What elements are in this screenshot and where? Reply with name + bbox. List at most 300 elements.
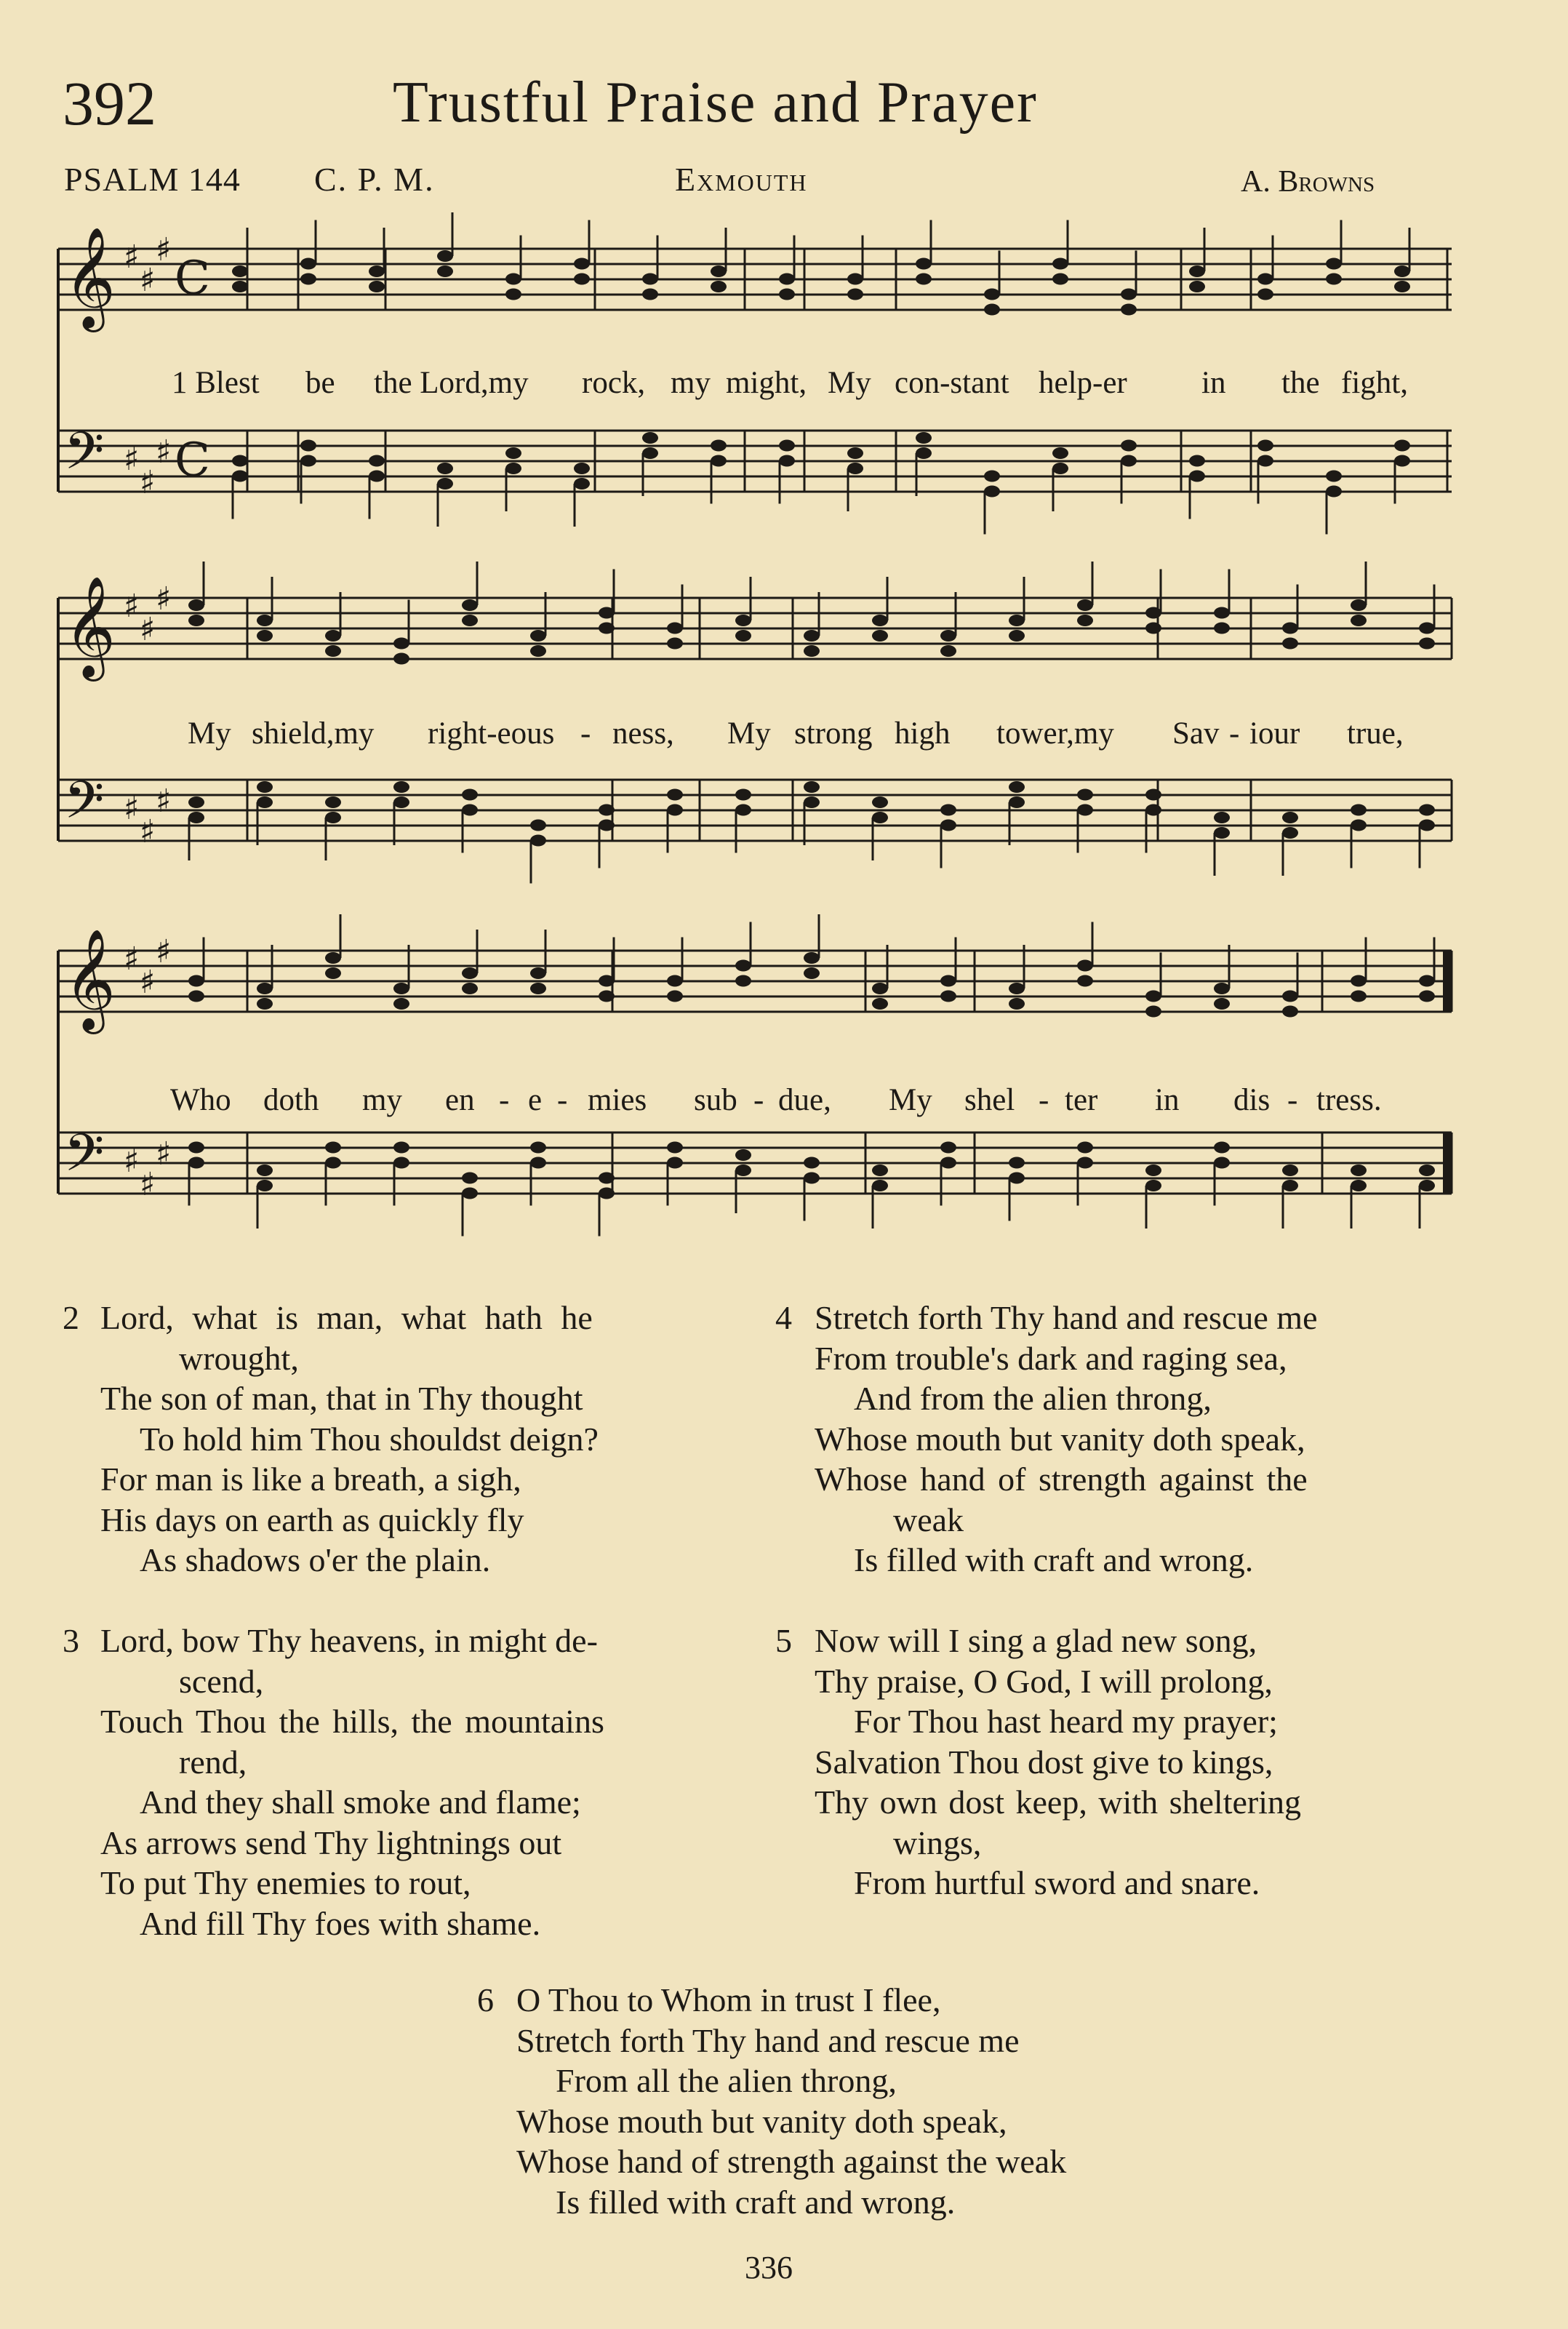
notehead-icon — [804, 630, 820, 642]
notehead-icon — [599, 820, 615, 831]
stanza-line: From hurtful sword and snare. — [854, 1864, 1260, 1901]
notehead-icon — [574, 273, 590, 285]
notehead-icon — [437, 478, 453, 490]
notehead-icon — [667, 1142, 683, 1154]
notehead-icon — [1009, 796, 1025, 808]
notehead-icon — [779, 273, 795, 285]
notehead-icon — [1077, 599, 1093, 611]
notehead-icon — [940, 820, 956, 831]
notehead-icon — [1351, 1164, 1367, 1176]
notehead-icon — [1419, 1164, 1435, 1176]
page-number: 336 — [745, 2250, 793, 2285]
notehead-icon — [667, 975, 683, 987]
stanza-line: To hold him Thou shouldst deign? — [140, 1420, 599, 1458]
notehead-icon — [667, 1157, 683, 1169]
lyric-syllable: dis — [1233, 1083, 1271, 1117]
notehead-icon — [711, 281, 727, 292]
notehead-icon — [300, 258, 316, 270]
notehead-icon — [711, 455, 727, 467]
notehead-icon — [599, 975, 615, 987]
notehead-icon — [188, 991, 204, 1002]
notehead-icon — [1257, 273, 1273, 285]
sharp-icon: ♯ — [140, 262, 156, 299]
notehead-icon — [1009, 998, 1025, 1010]
lyric-syllable: - — [580, 716, 591, 751]
notehead-icon — [325, 796, 341, 808]
notehead-icon — [847, 447, 863, 459]
notehead-icon — [804, 1157, 820, 1169]
notehead-icon — [1326, 471, 1342, 482]
lyric-syllable: the — [1281, 366, 1320, 400]
stanza-line: From trouble's dark and raging sea, — [815, 1339, 1287, 1377]
notehead-icon — [804, 967, 820, 979]
treble-clef-icon: 𝄞 — [64, 929, 116, 1030]
notehead-icon — [1257, 289, 1273, 300]
notehead-icon — [1214, 623, 1230, 634]
notehead-icon — [1214, 812, 1230, 823]
notehead-icon — [188, 1142, 204, 1154]
notehead-icon — [188, 812, 204, 823]
notehead-icon — [462, 599, 478, 611]
lyric-syllable: e — [528, 1083, 543, 1117]
notehead-icon — [1189, 265, 1205, 277]
notehead-icon — [1145, 1164, 1161, 1176]
notehead-icon — [940, 630, 956, 642]
notehead-icon — [257, 983, 273, 994]
notehead-icon — [325, 1142, 341, 1154]
stanza-line: scend, — [179, 1662, 264, 1700]
notehead-icon — [940, 1142, 956, 1154]
notehead-icon — [1121, 304, 1137, 316]
stanza-line: And they shall smoke and flame; — [140, 1783, 581, 1821]
notehead-icon — [393, 1157, 409, 1169]
notehead-icon — [325, 645, 341, 657]
notehead-icon — [804, 1173, 820, 1184]
psalm-reference: PSALM 144 — [64, 161, 241, 198]
notehead-icon — [735, 630, 751, 642]
notehead-icon — [599, 623, 615, 634]
stanza-line: Stretch forth Thy hand and rescue me — [516, 2021, 1020, 2059]
notehead-icon — [530, 967, 546, 979]
notehead-icon — [1145, 991, 1161, 1002]
lyric-syllable: true, — [1347, 716, 1404, 751]
stanza-line: wrought, — [179, 1339, 299, 1377]
stanza-line: weak — [893, 1501, 964, 1538]
notehead-icon — [804, 952, 820, 964]
notehead-icon — [325, 630, 341, 642]
notehead-icon — [1214, 983, 1230, 994]
lyric-syllable: right-eous — [428, 716, 555, 751]
notehead-icon — [505, 463, 521, 474]
notehead-icon — [1282, 827, 1298, 839]
stanza-6 — [477, 1980, 1277, 2222]
notehead-icon — [1419, 1180, 1435, 1191]
notehead-icon — [642, 289, 658, 300]
notehead-icon — [437, 463, 453, 474]
notehead-icon — [257, 998, 273, 1010]
lyric-syllable: rock, — [582, 366, 646, 400]
stanza-line: O Thou to Whom in trust I flee, — [516, 1981, 941, 2018]
stanza-line: Salvation Thou dost give to kings, — [815, 1743, 1273, 1781]
notehead-icon — [530, 630, 546, 642]
notehead-icon — [916, 432, 932, 444]
sharp-icon: ♯ — [124, 1143, 140, 1180]
lyric-syllable: Sav — [1172, 716, 1220, 751]
hymn-title: Trustful Praise and Prayer — [393, 71, 1038, 135]
notehead-icon — [530, 1142, 546, 1154]
notehead-icon — [735, 1149, 751, 1161]
notehead-icon — [393, 796, 409, 808]
sharp-icon: ♯ — [156, 1135, 172, 1173]
lyric-syllable: ter — [1065, 1083, 1098, 1117]
notehead-icon — [393, 781, 409, 793]
notehead-icon — [1257, 440, 1273, 452]
notehead-icon — [505, 273, 521, 285]
notehead-icon — [847, 463, 863, 474]
music-system-1 — [0, 211, 1568, 516]
notehead-icon — [872, 812, 888, 823]
notehead-icon — [735, 789, 751, 801]
tune-name: Exmouth — [675, 161, 808, 198]
sharp-icon: ♯ — [156, 231, 172, 268]
lyric-syllable: - — [1039, 1083, 1049, 1117]
meter: C. P. M. — [314, 161, 435, 198]
stanza-line: To put Thy enemies to rout, — [100, 1864, 471, 1901]
notehead-icon — [940, 991, 956, 1002]
notehead-icon — [1282, 812, 1298, 823]
notehead-icon — [188, 796, 204, 808]
notehead-icon — [599, 1188, 615, 1199]
notehead-icon — [1052, 463, 1068, 474]
notehead-icon — [1077, 960, 1093, 972]
stanza-5 — [775, 1621, 1546, 1903]
notehead-icon — [574, 463, 590, 474]
notehead-icon — [188, 975, 204, 987]
common-time-icon: C — [175, 252, 210, 305]
notehead-icon — [1351, 1180, 1367, 1191]
notehead-icon — [1282, 1164, 1298, 1176]
notehead-icon — [1214, 827, 1230, 839]
notehead-icon — [530, 1157, 546, 1169]
lyric-syllable: - — [557, 1083, 568, 1117]
notehead-icon — [369, 281, 385, 292]
notehead-icon — [667, 638, 683, 650]
composer: A. Browns — [1241, 165, 1375, 199]
notehead-icon — [1077, 789, 1093, 801]
notehead-icon — [1145, 607, 1161, 619]
notehead-icon — [711, 265, 727, 277]
notehead-icon — [779, 440, 795, 452]
bass-clef-icon: 𝄢 — [64, 1123, 105, 1196]
stanza-line: As arrows send Thy lightnings out — [100, 1823, 562, 1861]
notehead-icon — [574, 478, 590, 490]
notehead-icon — [1326, 486, 1342, 498]
lyric-syllable: Who — [170, 1083, 231, 1117]
stanza-line: Whose hand of strength against the — [815, 1461, 1308, 1498]
lyric-syllable: doth — [263, 1083, 319, 1117]
final-barline — [1443, 1132, 1452, 1194]
stanza-line: His days on earth as quickly fly — [100, 1501, 524, 1538]
notehead-icon — [1145, 789, 1161, 801]
music-system-2 — [0, 560, 1568, 866]
notehead-icon — [667, 789, 683, 801]
lyric-syllable: in — [1155, 1083, 1180, 1117]
lyrics-line-1 — [0, 365, 1568, 409]
notehead-icon — [1052, 447, 1068, 459]
notehead-icon — [1419, 623, 1435, 634]
stanza-line: And from the alien throng, — [854, 1380, 1212, 1417]
notehead-icon — [257, 615, 273, 626]
notehead-icon — [1282, 1180, 1298, 1191]
notehead-icon — [1282, 1006, 1298, 1018]
sharp-icon: ♯ — [124, 239, 140, 276]
lyric-syllable: help-er — [1039, 366, 1127, 400]
notehead-icon — [1419, 638, 1435, 650]
lyric-syllable: tower,my — [996, 716, 1114, 751]
notehead-icon — [667, 623, 683, 634]
notehead-icon — [1189, 471, 1205, 482]
stanza-line: rend, — [179, 1743, 247, 1781]
notehead-icon — [530, 820, 546, 831]
notehead-icon — [779, 289, 795, 300]
sharp-icon: ♯ — [140, 464, 156, 501]
notehead-icon — [1419, 975, 1435, 987]
sharp-icon: ♯ — [140, 611, 156, 648]
lyric-syllable: - — [1229, 716, 1240, 751]
notehead-icon — [1145, 804, 1161, 816]
notehead-icon — [599, 1173, 615, 1184]
sharp-icon: ♯ — [156, 434, 172, 471]
lyric-syllable: tress. — [1316, 1083, 1382, 1117]
lyric-syllable: my — [362, 1083, 402, 1117]
notehead-icon — [1351, 975, 1367, 987]
stanza-line: For Thou hast heard my prayer; — [854, 1703, 1278, 1740]
notehead-icon — [1394, 265, 1410, 277]
notehead-icon — [325, 967, 341, 979]
notehead-icon — [642, 447, 658, 459]
lyric-syllable: My — [188, 716, 231, 751]
sharp-icon: ♯ — [140, 813, 156, 850]
stanza-line: Whose mouth but vanity doth speak, — [815, 1420, 1305, 1458]
notehead-icon — [1394, 455, 1410, 467]
notehead-icon — [940, 975, 956, 987]
notehead-icon — [300, 440, 316, 452]
lyric-syllable: My — [727, 716, 771, 751]
stanza-2 — [63, 1298, 761, 1581]
stanza-line: Lord, what is man, what hath he — [100, 1299, 593, 1336]
notehead-icon — [711, 440, 727, 452]
lyric-syllable: - — [753, 1083, 764, 1117]
notehead-icon — [599, 991, 615, 1002]
lyric-syllable: shield,my — [252, 716, 375, 751]
notehead-icon — [940, 804, 956, 816]
bass-clef-icon: 𝄢 — [64, 770, 105, 843]
lyric-syllable: sub — [694, 1083, 737, 1117]
stanza-line: And fill Thy foes with shame. — [140, 1904, 541, 1942]
notehead-icon — [804, 796, 820, 808]
notehead-icon — [940, 645, 956, 657]
stanza-line: Is filled with craft and wrong. — [854, 1541, 1254, 1578]
notehead-icon — [872, 1164, 888, 1176]
notehead-icon — [984, 486, 1000, 498]
lyric-syllable: be — [305, 366, 335, 400]
lyric-syllable: my — [671, 366, 711, 400]
sharp-icon: ♯ — [156, 783, 172, 820]
notehead-icon — [1145, 1006, 1161, 1018]
notehead-icon — [393, 638, 409, 650]
notehead-icon — [462, 789, 478, 801]
notehead-icon — [462, 1188, 478, 1199]
notehead-icon — [300, 455, 316, 467]
notehead-icon — [1351, 804, 1367, 816]
notehead-icon — [1419, 991, 1435, 1002]
notehead-icon — [1145, 1180, 1161, 1191]
stanza-line: Whose mouth but vanity doth speak, — [516, 2102, 1007, 2140]
notehead-icon — [872, 630, 888, 642]
sharp-icon: ♯ — [140, 1166, 156, 1203]
notehead-icon — [1121, 455, 1137, 467]
notehead-icon — [188, 599, 204, 611]
notehead-icon — [1189, 281, 1205, 292]
notehead-icon — [735, 804, 751, 816]
notehead-icon — [872, 998, 888, 1010]
notehead-icon — [232, 455, 248, 467]
notehead-icon — [779, 455, 795, 467]
notehead-icon — [804, 781, 820, 793]
sharp-icon: ♯ — [124, 588, 140, 625]
notehead-icon — [1145, 623, 1161, 634]
notehead-icon — [462, 1173, 478, 1184]
notehead-icon — [369, 265, 385, 277]
notehead-icon — [1052, 258, 1068, 270]
lyric-syllable: shel — [964, 1083, 1015, 1117]
stanza-4 — [775, 1298, 1546, 1581]
treble-clef-icon: 𝄞 — [64, 227, 116, 328]
notehead-icon — [916, 447, 932, 459]
sharp-icon: ♯ — [156, 580, 172, 618]
notehead-icon — [804, 645, 820, 657]
stanza-line: For man is like a breath, a sigh, — [100, 1461, 521, 1498]
notehead-icon — [232, 265, 248, 277]
notehead-icon — [257, 630, 273, 642]
notehead-icon — [1351, 991, 1367, 1002]
notehead-icon — [1214, 1142, 1230, 1154]
notehead-icon — [1077, 615, 1093, 626]
notehead-icon — [872, 796, 888, 808]
notehead-icon — [232, 471, 248, 482]
notehead-icon — [1326, 273, 1342, 285]
notehead-icon — [257, 781, 273, 793]
sharp-icon: ♯ — [140, 964, 156, 1001]
lyric-syllable: might, — [726, 366, 807, 400]
notehead-icon — [1077, 804, 1093, 816]
lyric-syllable: en — [445, 1083, 475, 1117]
notehead-icon — [984, 471, 1000, 482]
lyric-syllable: iour — [1249, 716, 1300, 751]
lyric-syllable: My — [889, 1083, 932, 1117]
notehead-icon — [188, 615, 204, 626]
stanza-line: As shadows o'er the plain. — [140, 1541, 491, 1578]
lyric-syllable: in — [1201, 366, 1226, 400]
notehead-icon — [257, 1164, 273, 1176]
stanza-line: Touch Thou the hills, the mountains — [100, 1703, 604, 1740]
stanza-line: From all the alien throng, — [556, 2062, 897, 2099]
stanza-line: The son of man, that in Thy thought — [100, 1380, 583, 1417]
lyrics-line-2 — [0, 716, 1568, 759]
lyrics-line-3 — [0, 1082, 1568, 1126]
notehead-icon — [530, 645, 546, 657]
notehead-icon — [1009, 630, 1025, 642]
notehead-icon — [1282, 623, 1298, 634]
stanza-line: Whose hand of strength against the weak — [516, 2143, 1067, 2180]
notehead-icon — [1121, 289, 1137, 300]
notehead-icon — [1077, 1142, 1093, 1154]
final-barline — [1443, 951, 1452, 1012]
notehead-icon — [257, 796, 273, 808]
notehead-icon — [1326, 258, 1342, 270]
bass-clef-icon: 𝄢 — [64, 421, 105, 494]
notehead-icon — [1052, 273, 1068, 285]
notehead-icon — [916, 258, 932, 270]
stanza-line: Now will I sing a glad new song, — [815, 1622, 1257, 1659]
lyric-syllable: 1 Blest — [172, 366, 260, 400]
notehead-icon — [1009, 781, 1025, 793]
notehead-icon — [735, 975, 751, 987]
stanza-number: 2 — [63, 1299, 79, 1336]
common-time-icon: C — [175, 434, 210, 487]
notehead-icon — [847, 289, 863, 300]
notehead-icon — [369, 471, 385, 482]
notehead-icon — [735, 960, 751, 972]
lyric-syllable: con-stant — [895, 366, 1009, 400]
notehead-icon — [1121, 440, 1137, 452]
notehead-icon — [1282, 991, 1298, 1002]
notehead-icon — [984, 289, 1000, 300]
notehead-icon — [1214, 998, 1230, 1010]
notehead-icon — [872, 615, 888, 626]
notehead-icon — [325, 952, 341, 964]
notehead-icon — [393, 653, 409, 665]
lyric-syllable: mies — [588, 1083, 647, 1117]
notehead-icon — [599, 804, 615, 816]
notehead-icon — [300, 273, 316, 285]
notehead-icon — [530, 835, 546, 847]
lyric-syllable: - — [499, 1083, 510, 1117]
notehead-icon — [1189, 455, 1205, 467]
sharp-icon: ♯ — [124, 441, 140, 478]
notehead-icon — [1419, 804, 1435, 816]
notehead-icon — [642, 432, 658, 444]
notehead-icon — [462, 804, 478, 816]
notehead-icon — [1351, 599, 1367, 611]
notehead-icon — [462, 615, 478, 626]
notehead-icon — [642, 273, 658, 285]
lyric-syllable: strong — [794, 716, 873, 751]
lyric-syllable: - — [1287, 1083, 1298, 1117]
notehead-icon — [940, 1157, 956, 1169]
notehead-icon — [1009, 1157, 1025, 1169]
notehead-icon — [1394, 281, 1410, 292]
notehead-icon — [505, 447, 521, 459]
notehead-icon — [599, 607, 615, 619]
treble-clef-icon: 𝄞 — [64, 576, 116, 677]
notehead-icon — [325, 812, 341, 823]
notehead-icon — [1282, 638, 1298, 650]
lyric-syllable: the Lord,my — [374, 366, 529, 400]
notehead-icon — [1394, 440, 1410, 452]
notehead-icon — [1009, 615, 1025, 626]
stanza-line: Lord, bow Thy heavens, in might de- — [100, 1622, 598, 1659]
